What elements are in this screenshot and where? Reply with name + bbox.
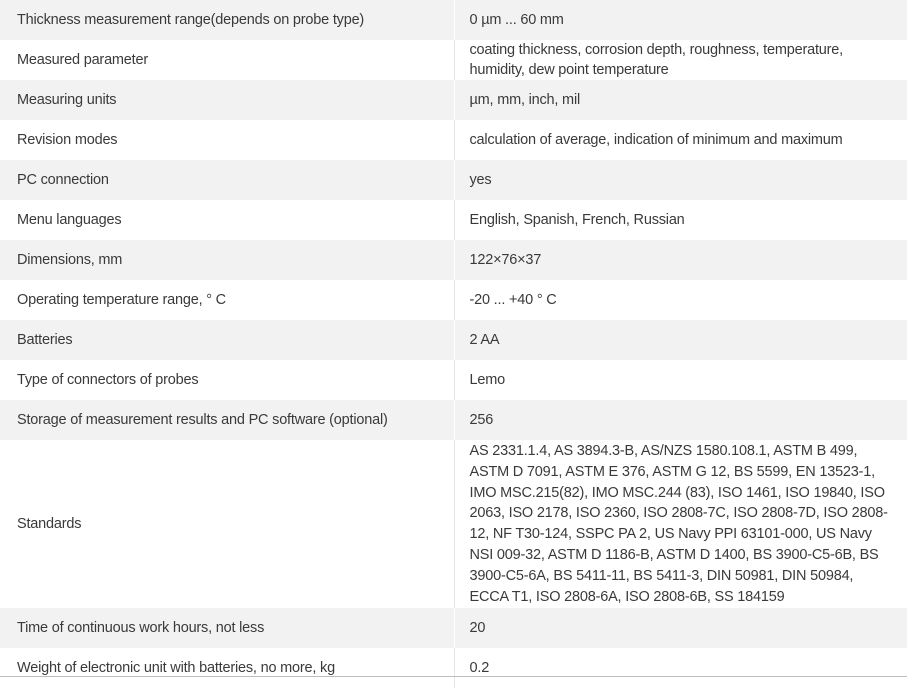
spec-value: AS 2331.1.4, AS 3894.3-B, AS/NZS 1580.108.1, ASTM B 499, ASTM D 7091, ASTM E 376, ASTM G 12, BS 5599, EN 13523-1, IMO MSC.215(82), IMO MSC.244 (83), ISO 1461, ISO 19840, ISO 2063, ISO 2178, ISO 2360, ISO 2808-7C, ISO 2808-7D, ISO 2808-12, NF T30-124, SSPC PA 2, US Navy PPI 63101-000, US Navy NSI 009-32, ASTM D 1186-B, ASTM D 1400, BS 3900-C5-6B, BS 3900-C5-6A, BS 5411-11, BS 5411-3, DIN 50981, DIN 50984, ECCA T1, ISO 2808-6A, ISO 2808-6B, SS 184159 [454,440,907,608]
spec-value: µm, mm, inch, mil [454,80,907,120]
spec-label: Revision modes [0,120,454,160]
spec-label: Storage of measurement results and PC software (optional) [0,400,454,440]
spec-label: Standards [0,440,454,608]
spec-value: English, Spanish, French, Russian [454,200,907,240]
spec-label: Type of connectors of probes [0,360,454,400]
spec-label: Measured parameter [0,40,454,80]
spec-row-thickness-range [0,0,907,40]
spec-value: 2 AA [454,320,907,360]
spec-row-standards [0,440,907,608]
spec-row-menu-languages [0,200,907,240]
spec-value: 122×76×37 [454,240,907,280]
spec-label: Time of continuous work hours, not less [0,608,454,648]
spec-label: Dimensions, mm [0,240,454,280]
spec-value: calculation of average, indication of minimum and maximum [454,120,907,160]
spec-row-dimensions [0,240,907,280]
spec-value: 0.2 [454,648,907,688]
spec-row-probe-connectors [0,360,907,400]
spec-row-measured-parameter [0,40,907,80]
spec-row-operating-temperature [0,280,907,320]
spec-row-batteries [0,320,907,360]
spec-row-measuring-units [0,80,907,120]
spec-label: Menu languages [0,200,454,240]
spec-value: 20 [454,608,907,648]
table-bottom-divider [0,676,907,677]
spec-row-weight [0,648,907,688]
spec-value: 0 µm ... 60 mm [454,0,907,40]
spec-label: Measuring units [0,80,454,120]
spec-value: -20 ... +40 ° C [454,280,907,320]
spec-label: PC connection [0,160,454,200]
spec-row-pc-connection [0,160,907,200]
spec-value: 256 [454,400,907,440]
spec-label: Operating temperature range, ° C [0,280,454,320]
spec-label: Thickness measurement range(depends on probe type) [0,0,454,40]
spec-row-storage [0,400,907,440]
spec-value: Lemo [454,360,907,400]
spec-value: coating thickness, corrosion depth, roughness, temperature, humidity, dew point temperature [454,40,907,80]
spec-row-continuous-work [0,608,907,648]
spec-label: Batteries [0,320,454,360]
spec-value: yes [454,160,907,200]
spec-row-revision-modes [0,120,907,160]
spec-label: Weight of electronic unit with batteries, no more, kg [0,648,454,688]
